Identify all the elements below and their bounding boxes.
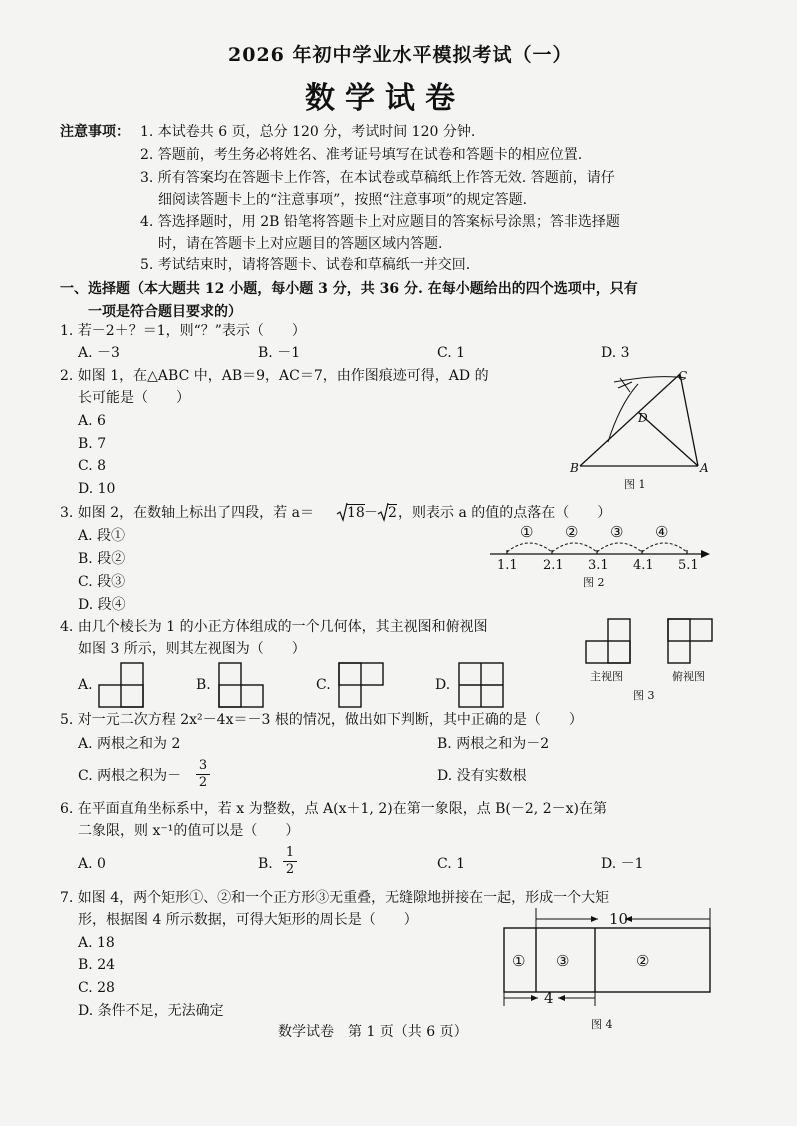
q5-stem: 5. 对一元二次方程 2x²－4x＝－3 根的情况，做出如下判断，其中正确的是（ ） bbox=[60, 712, 583, 728]
q6-option-c: C. 1 bbox=[437, 856, 466, 872]
q4-option-d-label: D. bbox=[435, 677, 451, 693]
q3-stem-post: ，则表示 a 的值的点落在（ ） bbox=[398, 505, 612, 521]
section-heading-cont: 一项是符合题目要求的） bbox=[88, 304, 242, 320]
fig1-label-c: C bbox=[678, 369, 688, 383]
note-item-2: 2. 答题前，考生务必将姓名、准考证号填写在试卷和答题卡的相应位置. bbox=[140, 147, 583, 163]
fraction-denominator: 2 bbox=[198, 775, 208, 790]
tick-label-2-1: 2.1 bbox=[543, 558, 564, 573]
q5-option-a: A. 两根之和为 2 bbox=[78, 736, 181, 752]
q3-option-d: D. 段④ bbox=[78, 597, 126, 613]
tick-label-5-1: 5.1 bbox=[678, 558, 699, 573]
q5-option-d: D. 没有实数根 bbox=[437, 768, 527, 784]
q6-stem-cont: 二象限，则 x⁻¹的值可以是（ ） bbox=[78, 823, 300, 839]
fig1-label-a: A bbox=[700, 461, 709, 475]
q5-option-c: C. 两根之积为－ bbox=[78, 768, 182, 784]
q3-sqrt-2: 2 bbox=[388, 505, 397, 521]
segment-3-label: ③ bbox=[610, 523, 624, 541]
q7-option-c: C. 28 bbox=[78, 980, 115, 996]
q1-option-b: B. －1 bbox=[258, 345, 301, 361]
q7-stem-cont: 形，根据图 4 所示数据，可得大矩形的周长是（ ） bbox=[78, 912, 418, 928]
notes-label: 注意事项： bbox=[60, 124, 130, 140]
q4-stem-cont: 如图 3 所示，则其左视图为（ ） bbox=[78, 641, 306, 657]
q7-option-d: D. 条件不足，无法确定 bbox=[78, 1003, 224, 1019]
q1-option-d: D. 3 bbox=[601, 345, 630, 361]
q3-option-c: C. 段③ bbox=[78, 574, 126, 590]
q2-option-c: C. 8 bbox=[78, 458, 107, 474]
q4-option-b-figure bbox=[218, 662, 264, 708]
segment-2-label: ② bbox=[565, 523, 579, 541]
segment-1-label: ① bbox=[520, 523, 534, 541]
exam-title: 2026 年初中学业水平模拟考试（一） bbox=[228, 44, 573, 66]
q4-stem: 4. 由几个棱长为 1 的小正方体组成的一个几何体，其主视图和俯视图 bbox=[60, 619, 488, 635]
note-item-4-cont: 时，请在答题卡上对应题目的答题区域内答题. bbox=[158, 236, 443, 252]
fig4-rect-1: ① bbox=[512, 952, 526, 970]
q4-option-d-figure bbox=[458, 662, 504, 708]
note-item-3-cont: 细阅读答题卡上的“注意事项”，按照“注意事项”的规定答题. bbox=[158, 192, 528, 208]
exam-subtitle: 数学试卷 bbox=[305, 81, 465, 116]
note-item-4: 4. 答选择题时，用 2B 铅笔将答题卡上对应题目的答案标号涂黑；答非选择题 bbox=[140, 214, 620, 230]
q4-option-b-label: B. bbox=[196, 677, 211, 693]
q3-stem-pre: 3. 如图 2，在数轴上标出了四段，若 a＝ bbox=[60, 505, 314, 521]
fig4-square-3: ③ bbox=[556, 952, 570, 970]
q6-option-a: A. 0 bbox=[78, 856, 106, 872]
segment-4-label: ④ bbox=[655, 523, 669, 541]
q7-option-b: B. 24 bbox=[78, 957, 116, 973]
figure-3-top-view bbox=[667, 618, 713, 664]
q6-option-b: B. bbox=[258, 856, 273, 872]
q1-option-a: A. －3 bbox=[78, 345, 120, 361]
q2-option-d: D. 10 bbox=[78, 481, 116, 497]
q1-option-c: C. 1 bbox=[437, 345, 466, 361]
page-footer: 数学试卷 第 1 页（共 6 页） bbox=[278, 1024, 468, 1040]
q3-minus: － bbox=[364, 505, 378, 521]
q3-option-a: A. 段① bbox=[78, 528, 126, 544]
q5-option-b: B. 两根之和为－2 bbox=[437, 736, 550, 752]
fig3-caption: 图 3 bbox=[633, 689, 655, 702]
fraction-denominator: 2 bbox=[285, 862, 295, 877]
figure-3-front-view bbox=[585, 618, 631, 664]
q6-option-d: D. －1 bbox=[601, 856, 644, 872]
q2-option-a: A. 6 bbox=[78, 413, 106, 429]
tick-label-4-1: 4.1 bbox=[633, 558, 654, 573]
q4-option-a-figure bbox=[98, 662, 144, 708]
q1-stem: 1. 若－2＋？＝1，则“？”表示（ ） bbox=[60, 323, 306, 339]
fig1-label-d: D bbox=[638, 411, 648, 425]
q6-option-b-fraction bbox=[283, 846, 297, 877]
q6-stem: 6. 在平面直角坐标系中，若 x 为整数，点 A(x＋1, 2)在第一象限，点 B(－2, 2－x)在第 bbox=[60, 801, 607, 817]
q3-sqrt-18: 18 bbox=[347, 505, 365, 521]
figure-4-rectangles bbox=[500, 908, 715, 1013]
fig3-front-label: 主视图 bbox=[590, 670, 623, 683]
note-item-3: 3. 所有答案均在答题卡上作答，在本试卷或草稿纸上作答无效. 答题前，请仔 bbox=[140, 170, 615, 186]
fig1-label-b: B bbox=[570, 461, 579, 475]
fig4-top-length: 10 bbox=[609, 910, 629, 928]
q2-stem: 2. 如图 1，在△ABC 中，AB＝9，AC＝7，由作图痕迹可得，AD 的 bbox=[60, 368, 489, 384]
section-heading: 一、选择题（本大题共 12 小题，每小题 3 分，共 36 分. 在每小题给出的四个选项中，只有 bbox=[60, 281, 638, 297]
fig3-top-label: 俯视图 bbox=[672, 670, 705, 683]
q5-option-c-fraction bbox=[196, 759, 210, 790]
q7-stem: 7. 如图 4，两个矩形①、②和一个正方形③无重叠，无缝隙地拼接在一起，形成一个大矩 bbox=[60, 890, 610, 906]
fraction-numerator: 1 bbox=[285, 845, 295, 860]
tick-label-1-1: 1.1 bbox=[497, 558, 518, 573]
fig2-caption: 图 2 bbox=[583, 576, 605, 589]
q2-option-b: B. 7 bbox=[78, 436, 107, 452]
fig1-caption: 图 1 bbox=[624, 478, 646, 491]
fig4-caption: 图 4 bbox=[591, 1018, 613, 1031]
tick-label-3-1: 3.1 bbox=[588, 558, 609, 573]
note-item-1: 1. 本试卷共 6 页，总分 120 分，考试时间 120 分钟. bbox=[140, 124, 476, 140]
q4-option-c-figure bbox=[338, 662, 384, 708]
note-item-5: 5. 考试结束时，请将答题卡、试卷和草稿纸一并交回. bbox=[140, 257, 471, 273]
q4-option-a-label: A. bbox=[78, 677, 93, 693]
fig4-rect-2: ② bbox=[636, 952, 650, 970]
q7-option-a: A. 18 bbox=[78, 935, 115, 951]
q4-option-c-label: C. bbox=[316, 677, 331, 693]
q2-stem-cont: 长可能是（ ） bbox=[78, 390, 190, 406]
q3-option-b: B. 段② bbox=[78, 551, 126, 567]
fraction-numerator: 3 bbox=[198, 758, 208, 773]
fig4-bottom-length: 4 bbox=[544, 989, 554, 1007]
